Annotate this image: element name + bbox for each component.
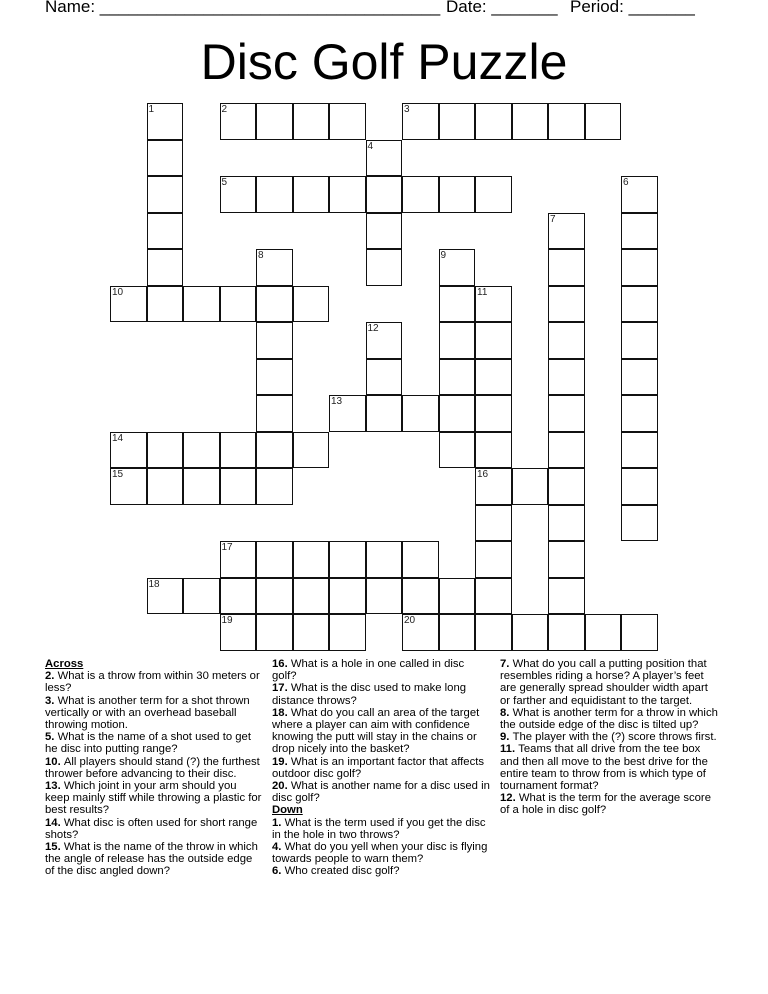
grid-cell[interactable] bbox=[402, 176, 439, 213]
grid-cell[interactable] bbox=[256, 578, 293, 615]
grid-cell[interactable] bbox=[475, 505, 512, 542]
clues-column-2 bbox=[272, 658, 490, 878]
grid-cell[interactable] bbox=[220, 468, 257, 505]
grid-cell[interactable] bbox=[220, 432, 257, 469]
clue-number: 11. bbox=[500, 743, 519, 756]
grid-cell[interactable] bbox=[475, 432, 512, 469]
grid-cell[interactable] bbox=[475, 614, 512, 651]
grid-cell[interactable] bbox=[366, 213, 403, 250]
grid-cell[interactable] bbox=[475, 286, 512, 323]
grid-cell[interactable] bbox=[548, 541, 585, 578]
grid-cell[interactable] bbox=[439, 103, 476, 140]
grid-cell[interactable] bbox=[585, 614, 622, 651]
clue-number: 13. bbox=[45, 780, 64, 793]
grid-cell[interactable] bbox=[439, 614, 476, 651]
grid-cell[interactable] bbox=[439, 286, 476, 323]
clue-number: 7. bbox=[500, 658, 513, 670]
clue-number: 4. bbox=[272, 841, 285, 854]
clues-column-3 bbox=[500, 658, 718, 817]
grid-cell[interactable] bbox=[585, 103, 622, 140]
grid-cell[interactable] bbox=[256, 395, 293, 432]
clue-item: 7. What do you call a putting position that resembles riding a horse? A player’s feet are generally spread shoulder width apart or farther and equidistant to the target. bbox=[500, 658, 708, 707]
grid-cell[interactable] bbox=[147, 103, 184, 140]
grid-cell[interactable] bbox=[256, 322, 293, 359]
grid-cell[interactable] bbox=[621, 249, 658, 286]
grid-cell[interactable] bbox=[439, 432, 476, 469]
clue-item: 2. What is a throw from within 30 meters or less? bbox=[45, 670, 260, 695]
grid-cell[interactable] bbox=[475, 395, 512, 432]
grid-cell[interactable] bbox=[183, 432, 220, 469]
grid-cell[interactable] bbox=[548, 468, 585, 505]
clue-item: 16. What is a hole in one called in disc golf? bbox=[272, 658, 465, 683]
grid-cell[interactable] bbox=[402, 578, 439, 615]
grid-cell[interactable] bbox=[220, 614, 257, 651]
grid-cell[interactable] bbox=[147, 432, 184, 469]
clue-number: 7 bbox=[550, 213, 556, 225]
clue-number: 9 bbox=[440, 250, 447, 261]
grid-cell[interactable] bbox=[475, 578, 512, 615]
clues-heading-down: Down bbox=[272, 804, 303, 817]
clues-column-1 bbox=[45, 658, 263, 878]
grid-cell[interactable] bbox=[366, 176, 403, 213]
grid-cell[interactable] bbox=[548, 322, 585, 359]
grid-cell[interactable] bbox=[256, 614, 293, 651]
grid-cell[interactable] bbox=[402, 541, 439, 578]
grid-cell[interactable] bbox=[366, 359, 403, 396]
clue-number: 14 bbox=[112, 432, 124, 444]
clue-number: 15. bbox=[45, 841, 64, 854]
clue-item: 6. Who created disc golf? bbox=[272, 865, 400, 878]
grid-cell[interactable] bbox=[402, 395, 439, 432]
clue-number: 15 bbox=[112, 469, 124, 480]
grid-cell[interactable] bbox=[366, 322, 403, 359]
clue-number: 5. bbox=[45, 731, 58, 744]
clue-number: 1. bbox=[272, 816, 285, 829]
grid-cell[interactable] bbox=[147, 578, 184, 615]
grid-cell[interactable] bbox=[621, 176, 658, 213]
grid-cell[interactable] bbox=[183, 468, 220, 505]
grid-cell[interactable] bbox=[293, 176, 330, 213]
clue-number: 10 bbox=[112, 286, 124, 298]
grid-cell[interactable] bbox=[366, 578, 403, 615]
grid-cell[interactable] bbox=[183, 286, 220, 323]
clue-number: 18 bbox=[148, 578, 160, 590]
clue-item: 10. All players should stand (?) the furthest thrower before advancing to their disc. bbox=[45, 755, 260, 780]
clue-number: 19. bbox=[272, 755, 291, 768]
clue-item: 4. What do you yell when your disc is flying towards people to warn them? bbox=[272, 841, 488, 866]
clue-number: 3. bbox=[45, 694, 58, 707]
grid-cell[interactable] bbox=[621, 286, 658, 323]
grid-cell[interactable] bbox=[256, 541, 293, 578]
grid-cell[interactable] bbox=[220, 578, 257, 615]
grid-cell[interactable] bbox=[220, 286, 257, 323]
grid-cell[interactable] bbox=[293, 286, 330, 323]
grid-cell[interactable] bbox=[548, 578, 585, 615]
clue-number: 16. bbox=[272, 658, 291, 670]
grid-cell[interactable] bbox=[475, 541, 512, 578]
grid-cell[interactable] bbox=[475, 322, 512, 359]
crossword-grid bbox=[110, 103, 670, 663]
grid-cell[interactable] bbox=[621, 395, 658, 432]
clue-number: 20 bbox=[404, 615, 416, 626]
clue-item: 13. Which joint in your arm should you keep mainly stiff while throwing a plastic for best results? bbox=[45, 780, 262, 817]
date-field[interactable]: Date: _______ bbox=[446, 0, 558, 16]
grid-cell[interactable] bbox=[402, 103, 439, 140]
grid-cell[interactable] bbox=[183, 578, 220, 615]
clue-number: 17. bbox=[272, 682, 291, 695]
period-field[interactable]: Period: _______ bbox=[570, 0, 695, 16]
clue-item: 19. What is an important factor that affects outdoor disc golf? bbox=[272, 755, 485, 780]
grid-cell[interactable] bbox=[439, 359, 476, 396]
grid-cell[interactable] bbox=[256, 286, 293, 323]
clue-item: 8. What is another term for a throw in which the outside edge of the disc is tilted up? bbox=[500, 706, 718, 732]
grid-cell[interactable] bbox=[256, 249, 293, 286]
clue-number: 17 bbox=[221, 542, 233, 553]
grid-cell[interactable] bbox=[147, 140, 184, 177]
grid-cell[interactable] bbox=[475, 176, 512, 213]
grid-cell[interactable] bbox=[439, 322, 476, 359]
page-title: Disc Golf Puzzle bbox=[200, 34, 568, 90]
grid-cell[interactable] bbox=[220, 541, 257, 578]
grid-cell[interactable] bbox=[256, 359, 293, 396]
clue-item: 5. What is the name of a shot used to get he disc into putting range? bbox=[45, 731, 251, 756]
clue-number: 11 bbox=[477, 286, 488, 298]
clue-item: 9. The player with the (?) score throws first. bbox=[500, 731, 717, 744]
grid-cell[interactable] bbox=[366, 249, 403, 286]
clue-number: 20. bbox=[272, 780, 291, 793]
grid-cell[interactable] bbox=[512, 614, 549, 651]
clue-item: 15. What is the name of the throw in which the angle of release has the outside edge of the disc angled down? bbox=[45, 841, 258, 878]
grid-cell[interactable] bbox=[256, 468, 293, 505]
grid-cell[interactable] bbox=[512, 103, 549, 140]
clue-number: 2 bbox=[221, 104, 228, 115]
grid-cell[interactable] bbox=[621, 213, 658, 250]
grid-cell[interactable] bbox=[256, 103, 293, 140]
grid-cell[interactable] bbox=[220, 176, 257, 213]
grid-cell[interactable] bbox=[512, 468, 549, 505]
clue-item: 18. What do you call an area of the target where a player can aim with confidence knowing the putt will stay in the chains or drop nicely into the basket? bbox=[272, 706, 480, 756]
grid-cell[interactable] bbox=[366, 395, 403, 432]
clue-number: 1 bbox=[148, 104, 155, 115]
grid-cell[interactable] bbox=[220, 103, 257, 140]
grid-cell[interactable] bbox=[329, 614, 366, 651]
grid-cell[interactable] bbox=[147, 176, 184, 213]
grid-cell[interactable] bbox=[621, 359, 658, 396]
grid-cell[interactable] bbox=[147, 286, 184, 323]
name-field[interactable]: Name: ____________________________________ bbox=[45, 0, 441, 16]
clue-number: 2. bbox=[45, 670, 58, 683]
clue-number: 5 bbox=[221, 177, 228, 188]
grid-cell[interactable] bbox=[548, 614, 585, 651]
grid-cell[interactable] bbox=[293, 578, 330, 615]
grid-cell[interactable] bbox=[439, 395, 476, 432]
clue-number: 8. bbox=[500, 706, 513, 719]
grid-cell[interactable] bbox=[621, 468, 658, 505]
grid-cell[interactable] bbox=[110, 286, 147, 323]
grid-cell[interactable] bbox=[293, 541, 330, 578]
clue-number: 12. bbox=[500, 792, 519, 805]
grid-cell[interactable] bbox=[621, 505, 658, 542]
grid-cell[interactable] bbox=[548, 395, 585, 432]
grid-cell[interactable] bbox=[110, 432, 147, 469]
clue-number: 6. bbox=[272, 865, 285, 878]
grid-cell[interactable] bbox=[548, 286, 585, 323]
grid-cell[interactable] bbox=[329, 541, 366, 578]
grid-cell[interactable] bbox=[366, 140, 403, 177]
grid-cell[interactable] bbox=[402, 614, 439, 651]
grid-cell[interactable] bbox=[110, 468, 147, 505]
clue-number: 19 bbox=[221, 615, 233, 626]
clue-number: 10. bbox=[45, 755, 64, 768]
grid-cell[interactable] bbox=[256, 432, 293, 469]
clue-item: 11. Teams that all drive from the tee box and then all move to the best drive for the entire team to throw from is which type of tournament format? bbox=[500, 743, 708, 793]
grid-cell[interactable] bbox=[548, 213, 585, 250]
grid-cell[interactable] bbox=[439, 578, 476, 615]
grid-cell[interactable] bbox=[329, 395, 366, 432]
grid-cell[interactable] bbox=[147, 213, 184, 250]
clue-item: 12. What is the term for the average score of a hole in disc golf? bbox=[500, 792, 711, 817]
clue-number: 3 bbox=[404, 104, 410, 115]
grid-cell[interactable] bbox=[475, 103, 512, 140]
clue-number: 16 bbox=[477, 469, 489, 480]
clue-number: 8 bbox=[258, 250, 264, 261]
grid-cell[interactable] bbox=[439, 176, 476, 213]
grid-cell[interactable] bbox=[293, 103, 330, 140]
clue-number: 14. bbox=[45, 816, 64, 829]
grid-cell[interactable] bbox=[621, 614, 658, 651]
grid-cell[interactable] bbox=[256, 176, 293, 213]
grid-cell[interactable] bbox=[548, 505, 585, 542]
grid-cell[interactable] bbox=[147, 468, 184, 505]
grid-cell[interactable] bbox=[548, 432, 585, 469]
grid-cell[interactable] bbox=[329, 578, 366, 615]
grid-cell[interactable] bbox=[439, 249, 476, 286]
clue-number: 18. bbox=[272, 706, 291, 719]
grid-cell[interactable] bbox=[548, 249, 585, 286]
clues-heading-across: Across bbox=[45, 658, 84, 670]
grid-cell[interactable] bbox=[621, 432, 658, 469]
clue-item: 17. What is the disc used to make long distance throws? bbox=[272, 682, 467, 707]
grid-cell[interactable] bbox=[548, 359, 585, 396]
grid-cell[interactable] bbox=[475, 359, 512, 396]
grid-cell[interactable] bbox=[329, 103, 366, 140]
grid-cell[interactable] bbox=[293, 614, 330, 651]
clue-number: 4 bbox=[367, 140, 374, 152]
grid-cell[interactable] bbox=[475, 468, 512, 505]
clue-item: 3. What is another term for a shot thrown vertically or with an overhead baseball throwing motion. bbox=[45, 694, 250, 732]
grid-cell[interactable] bbox=[621, 322, 658, 359]
clue-item: 14. What disc is often used for short range shots? bbox=[45, 816, 258, 841]
clue-number: 9. bbox=[500, 731, 513, 744]
grid-cell[interactable] bbox=[329, 176, 366, 213]
grid-cell[interactable] bbox=[366, 541, 403, 578]
clue-number: 6 bbox=[623, 177, 629, 188]
grid-cell[interactable] bbox=[548, 103, 585, 140]
grid-cell[interactable] bbox=[293, 432, 330, 469]
clue-item: 20. What is another name for a disc used in disc golf? bbox=[272, 780, 490, 805]
clue-number: 12 bbox=[367, 323, 379, 334]
clue-number: 13 bbox=[331, 396, 343, 407]
grid-cell[interactable] bbox=[147, 249, 184, 286]
clue-item: 1. What is the term used if you get the disc in the hole in two throws? bbox=[272, 816, 486, 841]
